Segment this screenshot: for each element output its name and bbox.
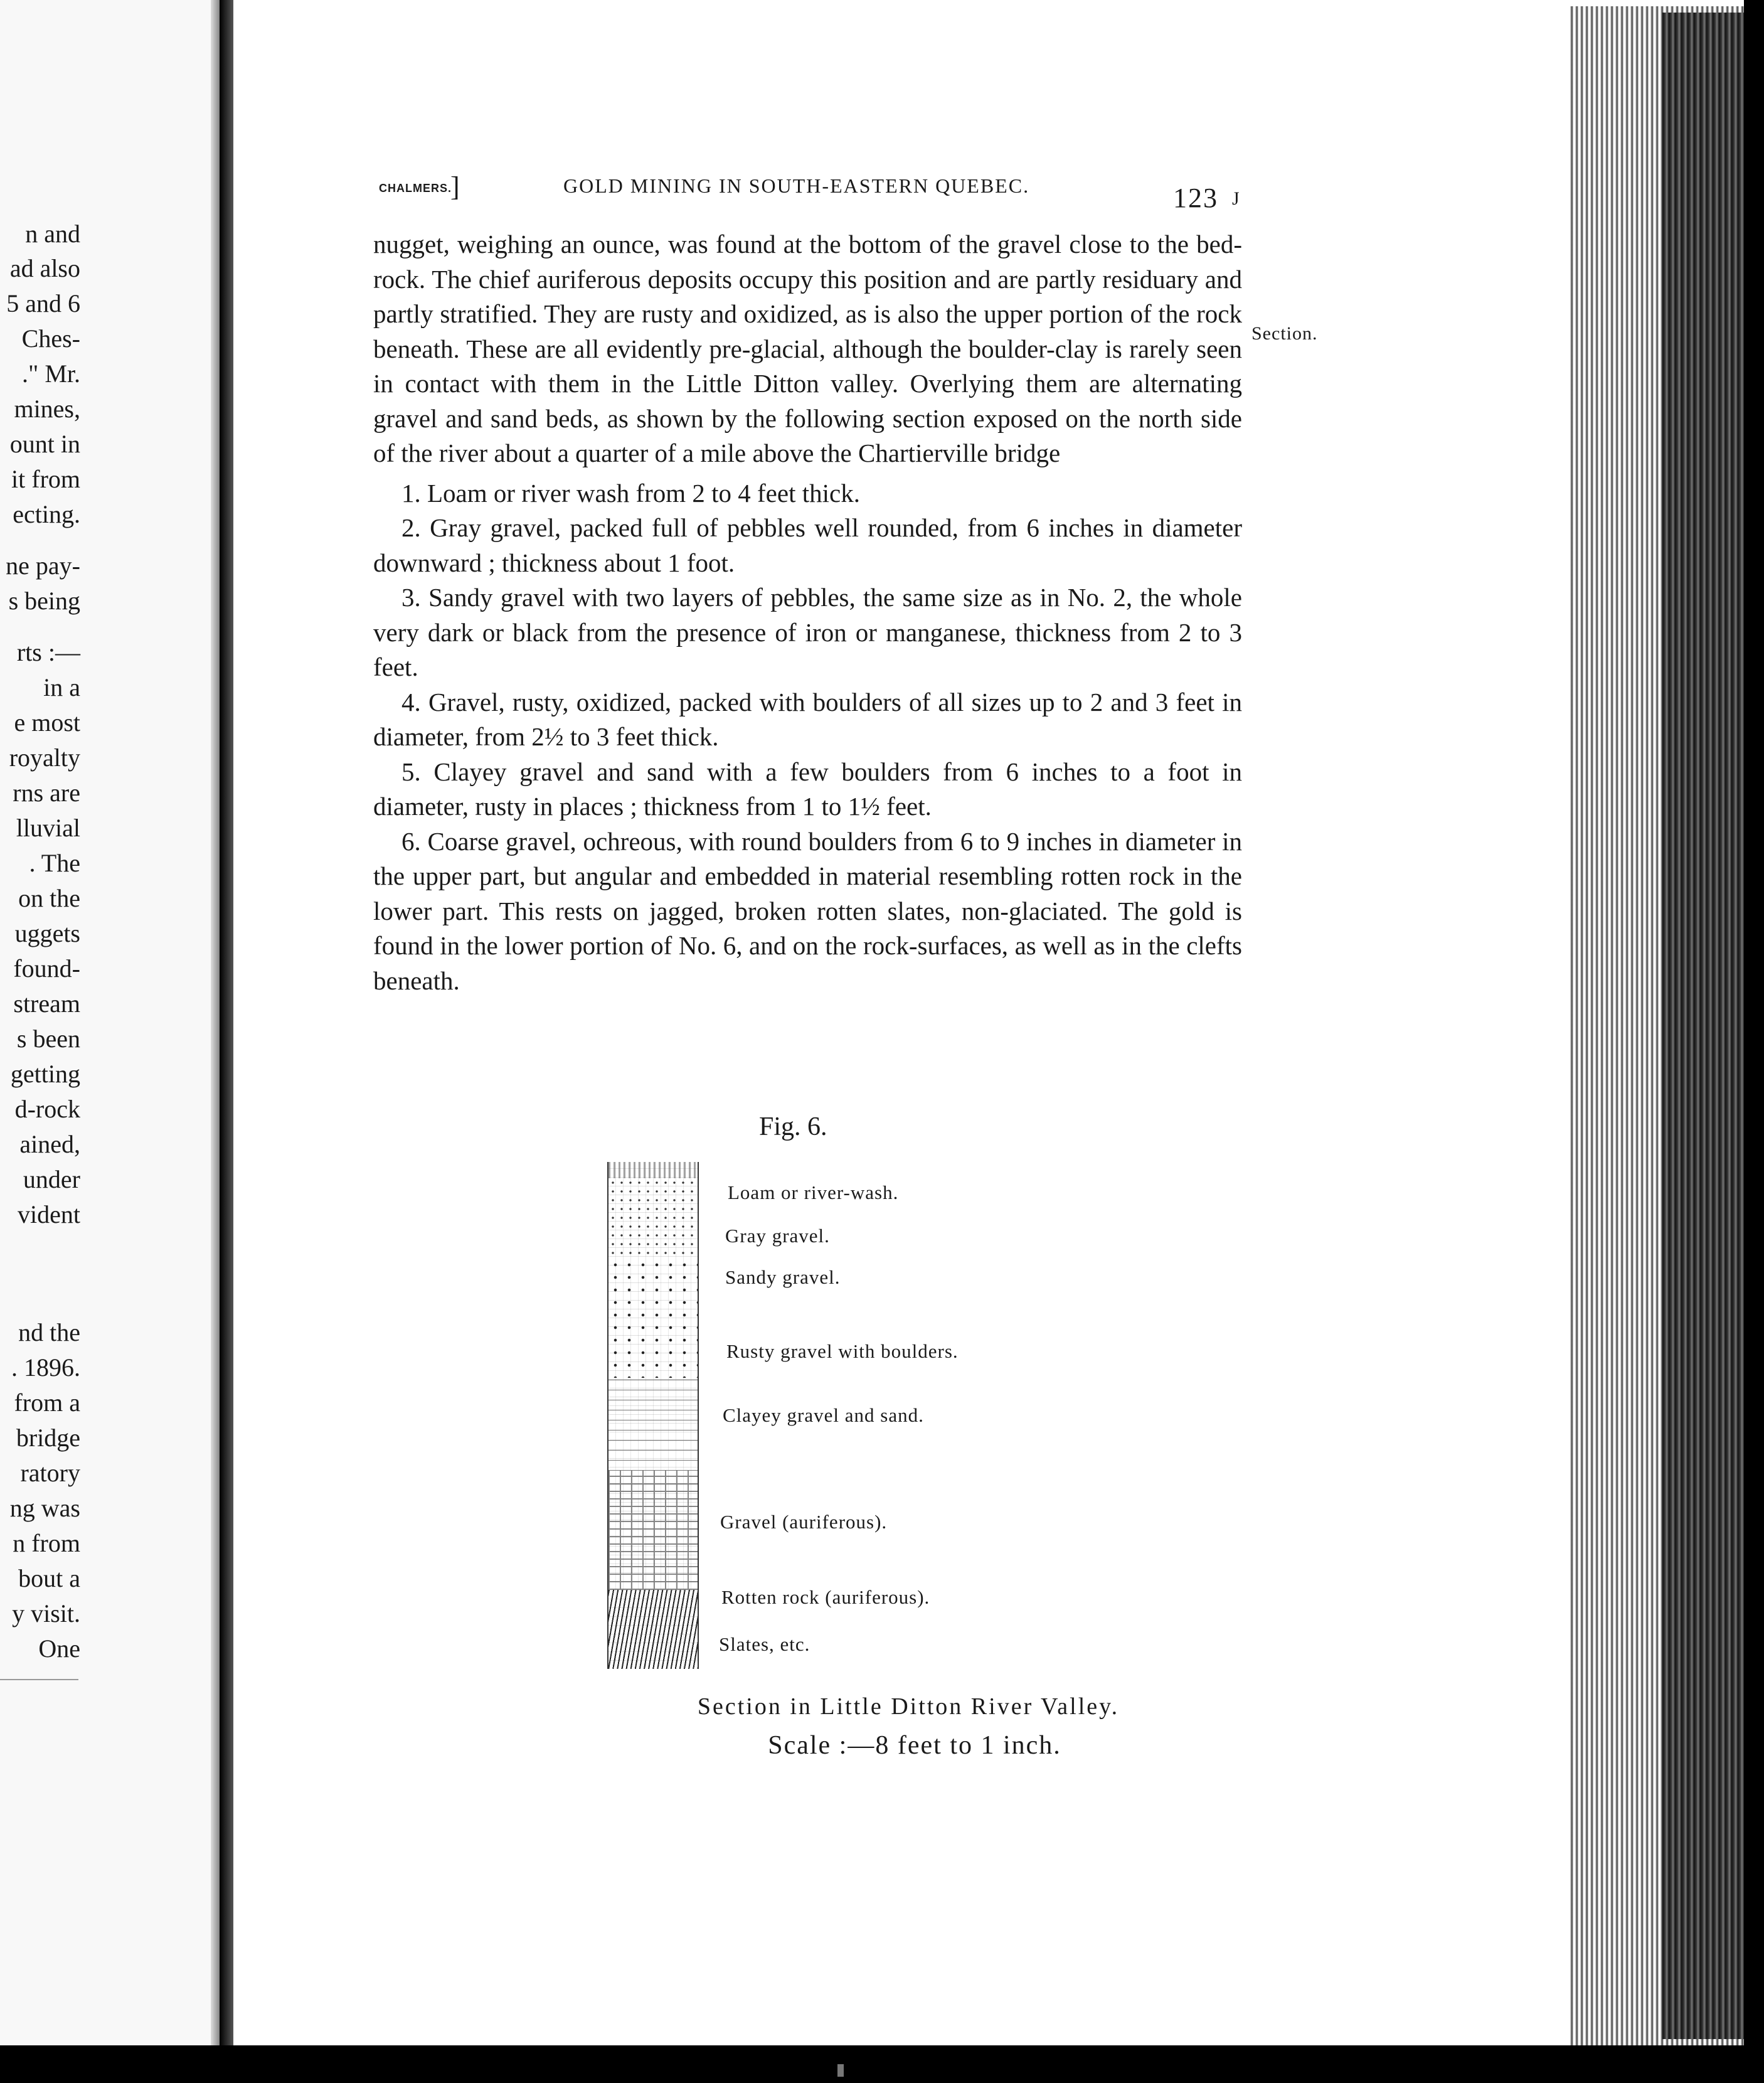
- left-page-line: ng was: [9, 1494, 80, 1522]
- left-page-line: e most: [14, 708, 80, 737]
- left-page-line: n and: [25, 220, 80, 248]
- list-item: 1. Loam or river wash from 2 to 4 feet thick.: [401, 478, 860, 508]
- bottom-mark: [837, 2064, 844, 2077]
- running-head-title: GOLD MINING IN SOUTH-EASTERN QUEBEC.: [563, 174, 1030, 197]
- left-page-line: s been: [16, 1025, 80, 1053]
- layer-gray-gravel: [608, 1178, 698, 1259]
- layer-slates: [608, 1590, 698, 1669]
- left-page-line: on the: [18, 884, 80, 912]
- left-page-line: found-: [13, 954, 80, 983]
- left-page-rule: [0, 1679, 78, 1680]
- layer-label: Rusty gravel with boulders.: [726, 1340, 959, 1362]
- left-page-line: ." Mr.: [21, 360, 80, 388]
- page-mark: J: [1232, 188, 1241, 209]
- intro-paragraph: nugget, weighing an ounce, was found at the bottom of the gravel close to the bed-rock. The chief auriferous deposits occupy this position and are partly residuary and partly stratified. They are rusty and oxidized, as is also the upper portion of the rock beneath. These are all evidently pre-glacial, although the boulder-clay is rarely seen in contact with them in the Little Ditton valley. Overlying them are alternating gravel and sand beds, as shown by the following section exposed on the north side of the river about a quarter of a mile above the Chartierville bridge: [373, 230, 1242, 467]
- left-page-line: ne pay-: [6, 551, 80, 580]
- layer-rusty-gravel: [608, 1259, 698, 1378]
- left-page-line: . 1896.: [11, 1353, 80, 1382]
- running-head-bracket: ]: [450, 171, 461, 202]
- left-page-line: 5 and 6: [6, 289, 80, 317]
- left-page-line: ratory: [20, 1459, 80, 1487]
- left-page-line: royalty: [9, 743, 80, 772]
- left-page-line: rns are: [13, 779, 80, 807]
- page-number: 123: [1173, 183, 1218, 213]
- left-page-line: n from: [13, 1529, 80, 1557]
- left-page-line: lluvial: [16, 814, 80, 842]
- running-head-author: CHALMERS.: [379, 182, 452, 194]
- layer-loam: [608, 1162, 698, 1178]
- left-page-line: ad also: [9, 254, 80, 282]
- left-page-line: under: [23, 1165, 80, 1193]
- right-background: [1744, 0, 1764, 2083]
- figure-label: Fig. 6.: [759, 1112, 827, 1141]
- figure-caption-title: Section in Little Ditton River Valley.: [697, 1693, 1120, 1720]
- list-item: 5. Clayey gravel and sand with a few boulders from 6 inches to a foot in diameter, rusty in places ; thickness from 1 to 1½ feet.: [373, 757, 1242, 821]
- left-page-line: vident: [18, 1200, 80, 1228]
- left-page-line: One: [38, 1634, 80, 1663]
- left-page-line: d-rock: [14, 1095, 80, 1123]
- left-page-line: uggets: [14, 919, 80, 947]
- left-page-line: getting: [10, 1060, 80, 1088]
- layer-label: Loam or river-wash.: [728, 1181, 899, 1203]
- left-page-line: nd the: [18, 1318, 80, 1346]
- body-text: [373, 227, 1242, 998]
- left-page-line: ecting.: [13, 500, 80, 528]
- layer-label: Gray gravel.: [725, 1225, 830, 1247]
- left-page-line: it from: [11, 465, 80, 493]
- left-page-line: bridge: [16, 1424, 80, 1452]
- left-page-line: mines,: [14, 395, 80, 423]
- layer-label: Rotten rock (auriferous).: [721, 1586, 930, 1608]
- layer-label: Clayey gravel and sand.: [723, 1404, 924, 1426]
- layer-clayey-gravel: [608, 1378, 698, 1471]
- figure-caption-scale: Scale :—8 feet to 1 inch.: [768, 1731, 1061, 1760]
- stratigraphic-column: [607, 1162, 699, 1669]
- left-page-line: in a: [43, 673, 80, 701]
- layer-label: Gravel (auriferous).: [720, 1511, 888, 1533]
- margin-note: Section.: [1251, 323, 1318, 344]
- list-item: 2. Gray gravel, packed full of pebbles well rounded, from 6 inches in diameter downward ; thickness about 1 foot.: [373, 513, 1242, 577]
- left-page-line: stream: [13, 989, 80, 1018]
- list-item: 6. Coarse gravel, ochreous, with round boulders from 6 to 9 inches in diameter in the upper part, but angular and embedded in material resembling rotten rock in the lower part. This rests on jagged, broken rotten slates, non-glaciated. The gold is found in the lower portion of No. 6, and on the rock-surfaces, as well as in the clefts beneath.: [373, 826, 1242, 995]
- left-page-line: y visit.: [12, 1599, 80, 1628]
- left-page-line: rts :—: [16, 638, 80, 666]
- layer-label: Sandy gravel.: [725, 1266, 841, 1288]
- left-page-line: ount in: [9, 430, 80, 458]
- list-item: 3. Sandy gravel with two layers of pebbles, the same size as in No. 2, the whole very dark or black from the presence of iron or manganese, thickness from 2 to 3 feet.: [373, 583, 1242, 681]
- left-page-line: Ches-: [21, 324, 80, 353]
- layer-auriferous-gravel: [608, 1471, 698, 1590]
- left-page-line: bout a: [18, 1564, 80, 1592]
- left-page-line: ained,: [19, 1130, 80, 1158]
- left-page-line: from a: [14, 1388, 80, 1417]
- layer-label: Slates, etc.: [719, 1633, 810, 1655]
- left-page-line: . The: [29, 849, 80, 877]
- list-item: 4. Gravel, rusty, oxidized, packed with boulders of all sizes up to 2 and 3 feet in diameter, from 2½ to 3 feet thick.: [373, 687, 1242, 751]
- left-page-line: s being: [8, 587, 80, 615]
